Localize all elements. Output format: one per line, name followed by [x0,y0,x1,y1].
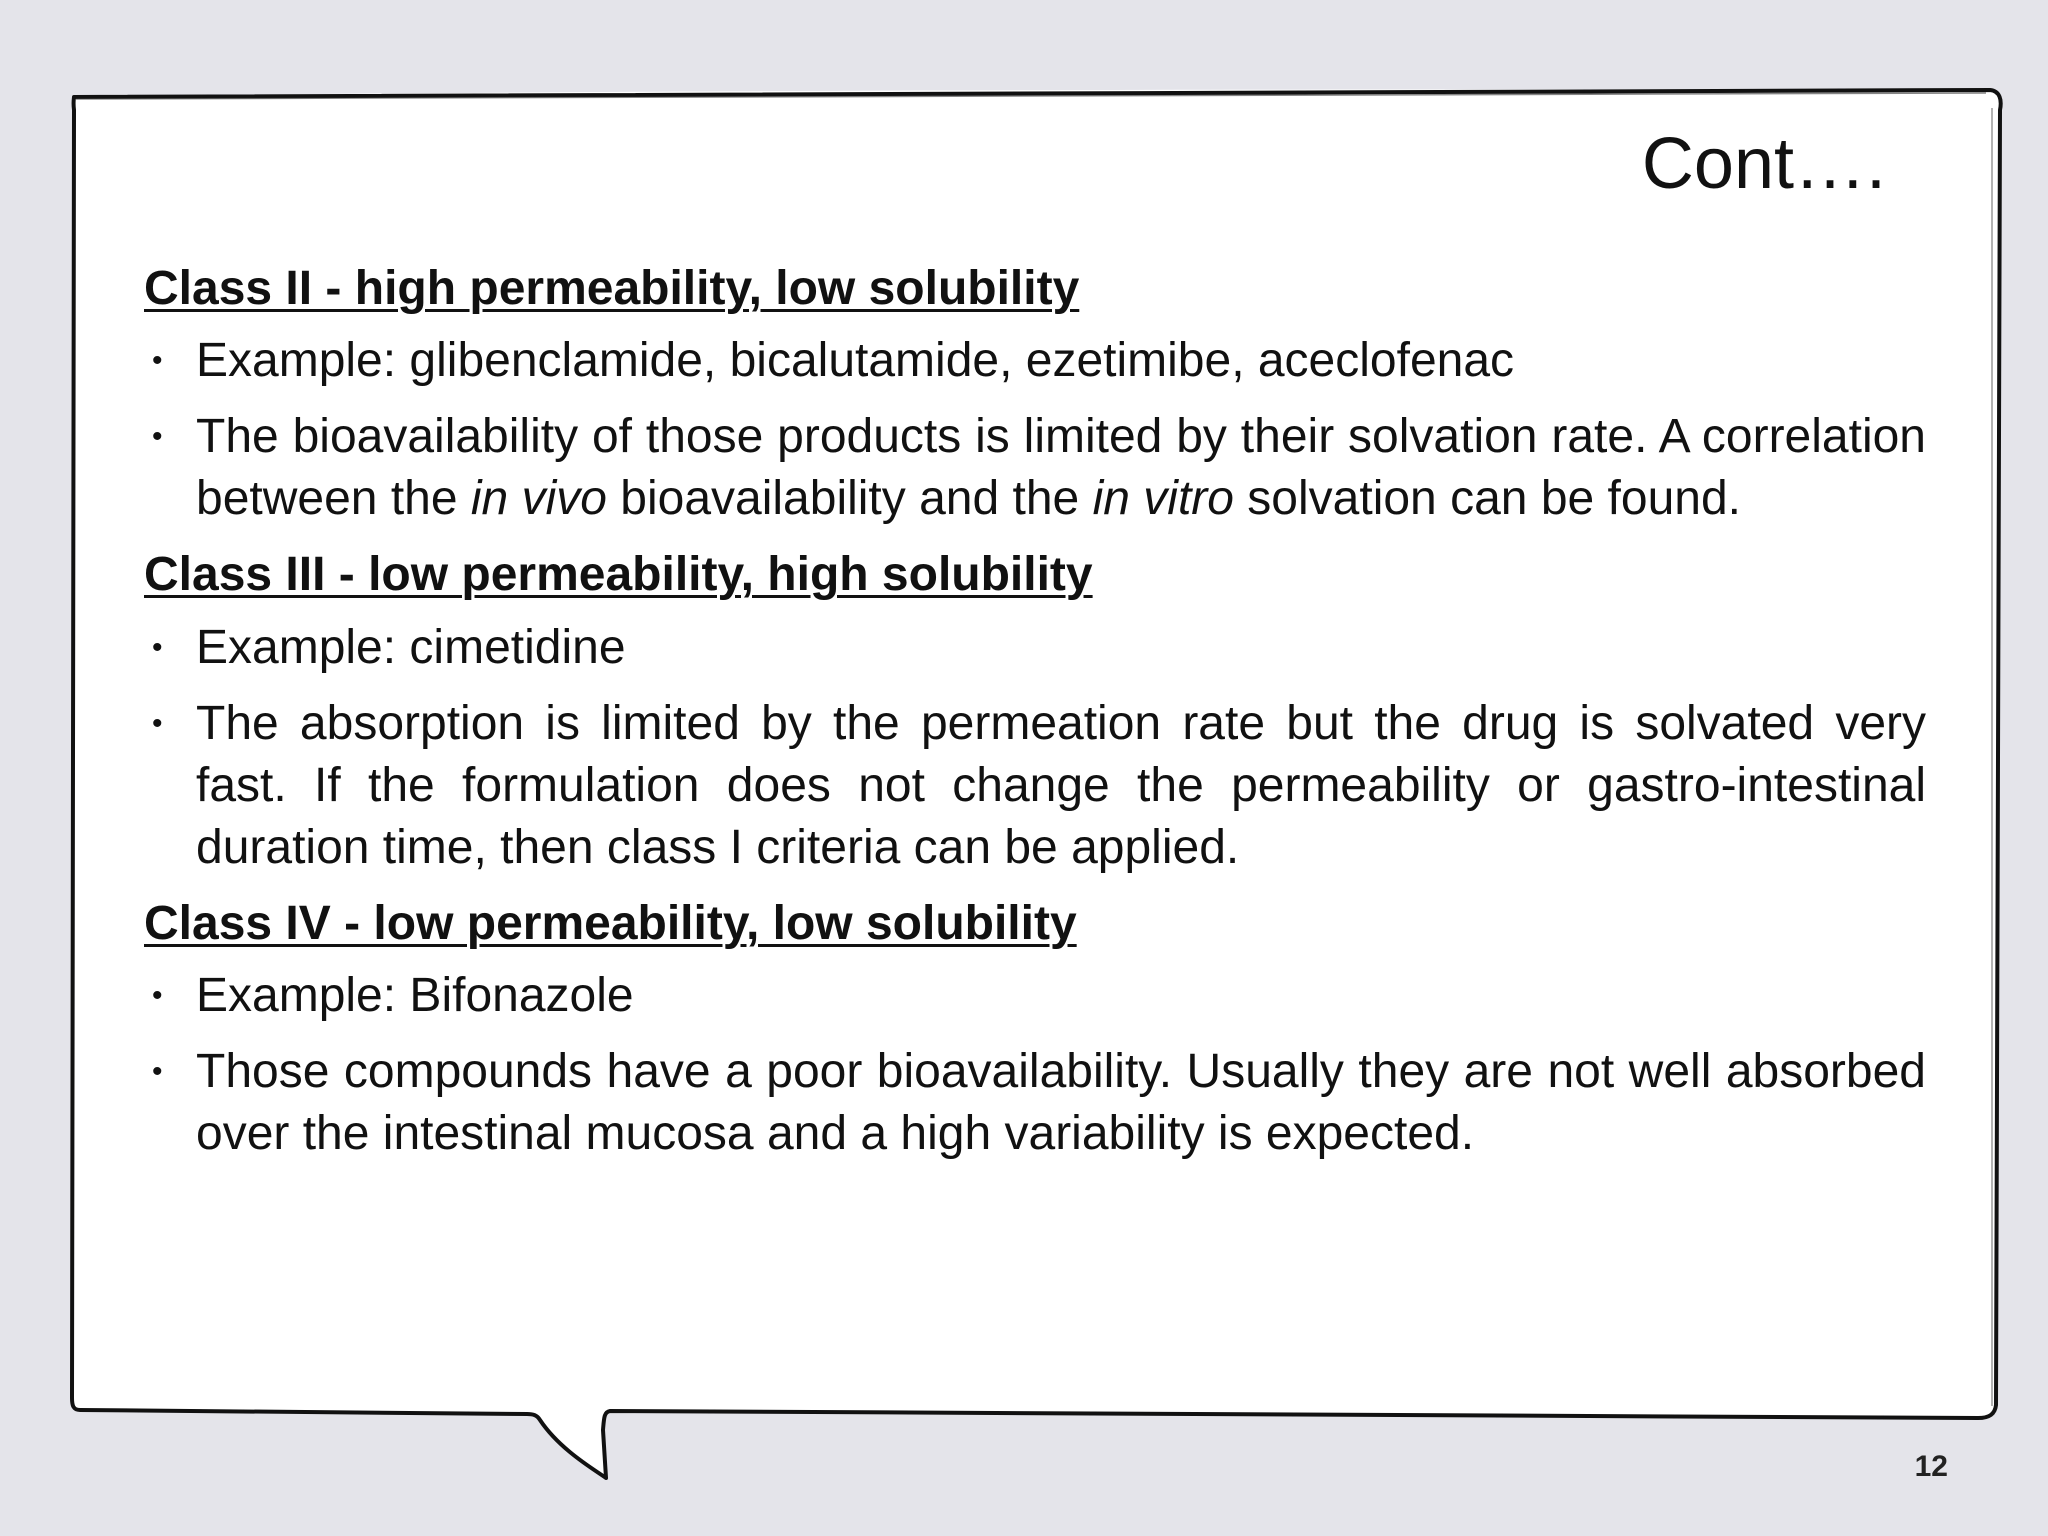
bullet-dot-icon: • [152,630,163,664]
bullet-text: Example: glibenclamide, bicalutamide, ezetimibe, aceclofenac [196,334,1515,388]
bullet-text: Example: Bifonazole [196,969,634,1023]
bullet-item [144,617,1926,679]
bullet-dot-icon: • [152,706,163,740]
italic-text: in vitro [1092,472,1234,526]
section-heading: Class II - high permeability, low solubility [144,262,1080,315]
bullet-list [144,330,1926,530]
bullet-item [144,965,1926,1027]
bullet-dot-icon: • [152,979,163,1013]
bullet-dot-icon: • [152,344,163,378]
section-heading: Class IV - low permeability, low solubility [144,896,1077,950]
section-heading: Class III - low permeability, high solubility [144,548,1093,602]
slide-body [144,258,1926,1179]
bullet-text: The absorption is limited by the permeation rate but the drug is solvated very fast. If the formulation does not change the permeability or gastro-intestinal duration time, then class I criteria can be applied. [196,696,1926,874]
bullet-text: bioavailability and the [606,472,1093,526]
bullet-text: solvation can be found. [1233,472,1741,526]
bullet-dot-icon: • [152,420,163,454]
class-section [144,893,1926,1165]
italic-text: in vivo [470,472,607,526]
page-number: 12 [1914,1450,1948,1483]
bullet-item [144,406,1926,530]
bullet-item [144,1041,1926,1165]
bullet-list [144,617,1926,879]
class-section [144,544,1926,878]
bullet-text: Those compounds have a poor bioavailability. Usually they are not well absorbed over the intestinal mucosa and a high variability is expected. [196,1045,1926,1161]
bullet-text: Example: cimetidine [196,620,626,674]
class-section [144,258,1926,530]
slide-title: Cont…. [1641,124,1886,204]
bullet-item [144,693,1926,879]
bullet-item [144,330,1926,392]
bullet-list [144,965,1926,1165]
bullet-dot-icon: • [152,1055,163,1089]
bullet-text: The bioavailability of those products is limited by their solvation rate. A correlation between the [196,410,1926,526]
